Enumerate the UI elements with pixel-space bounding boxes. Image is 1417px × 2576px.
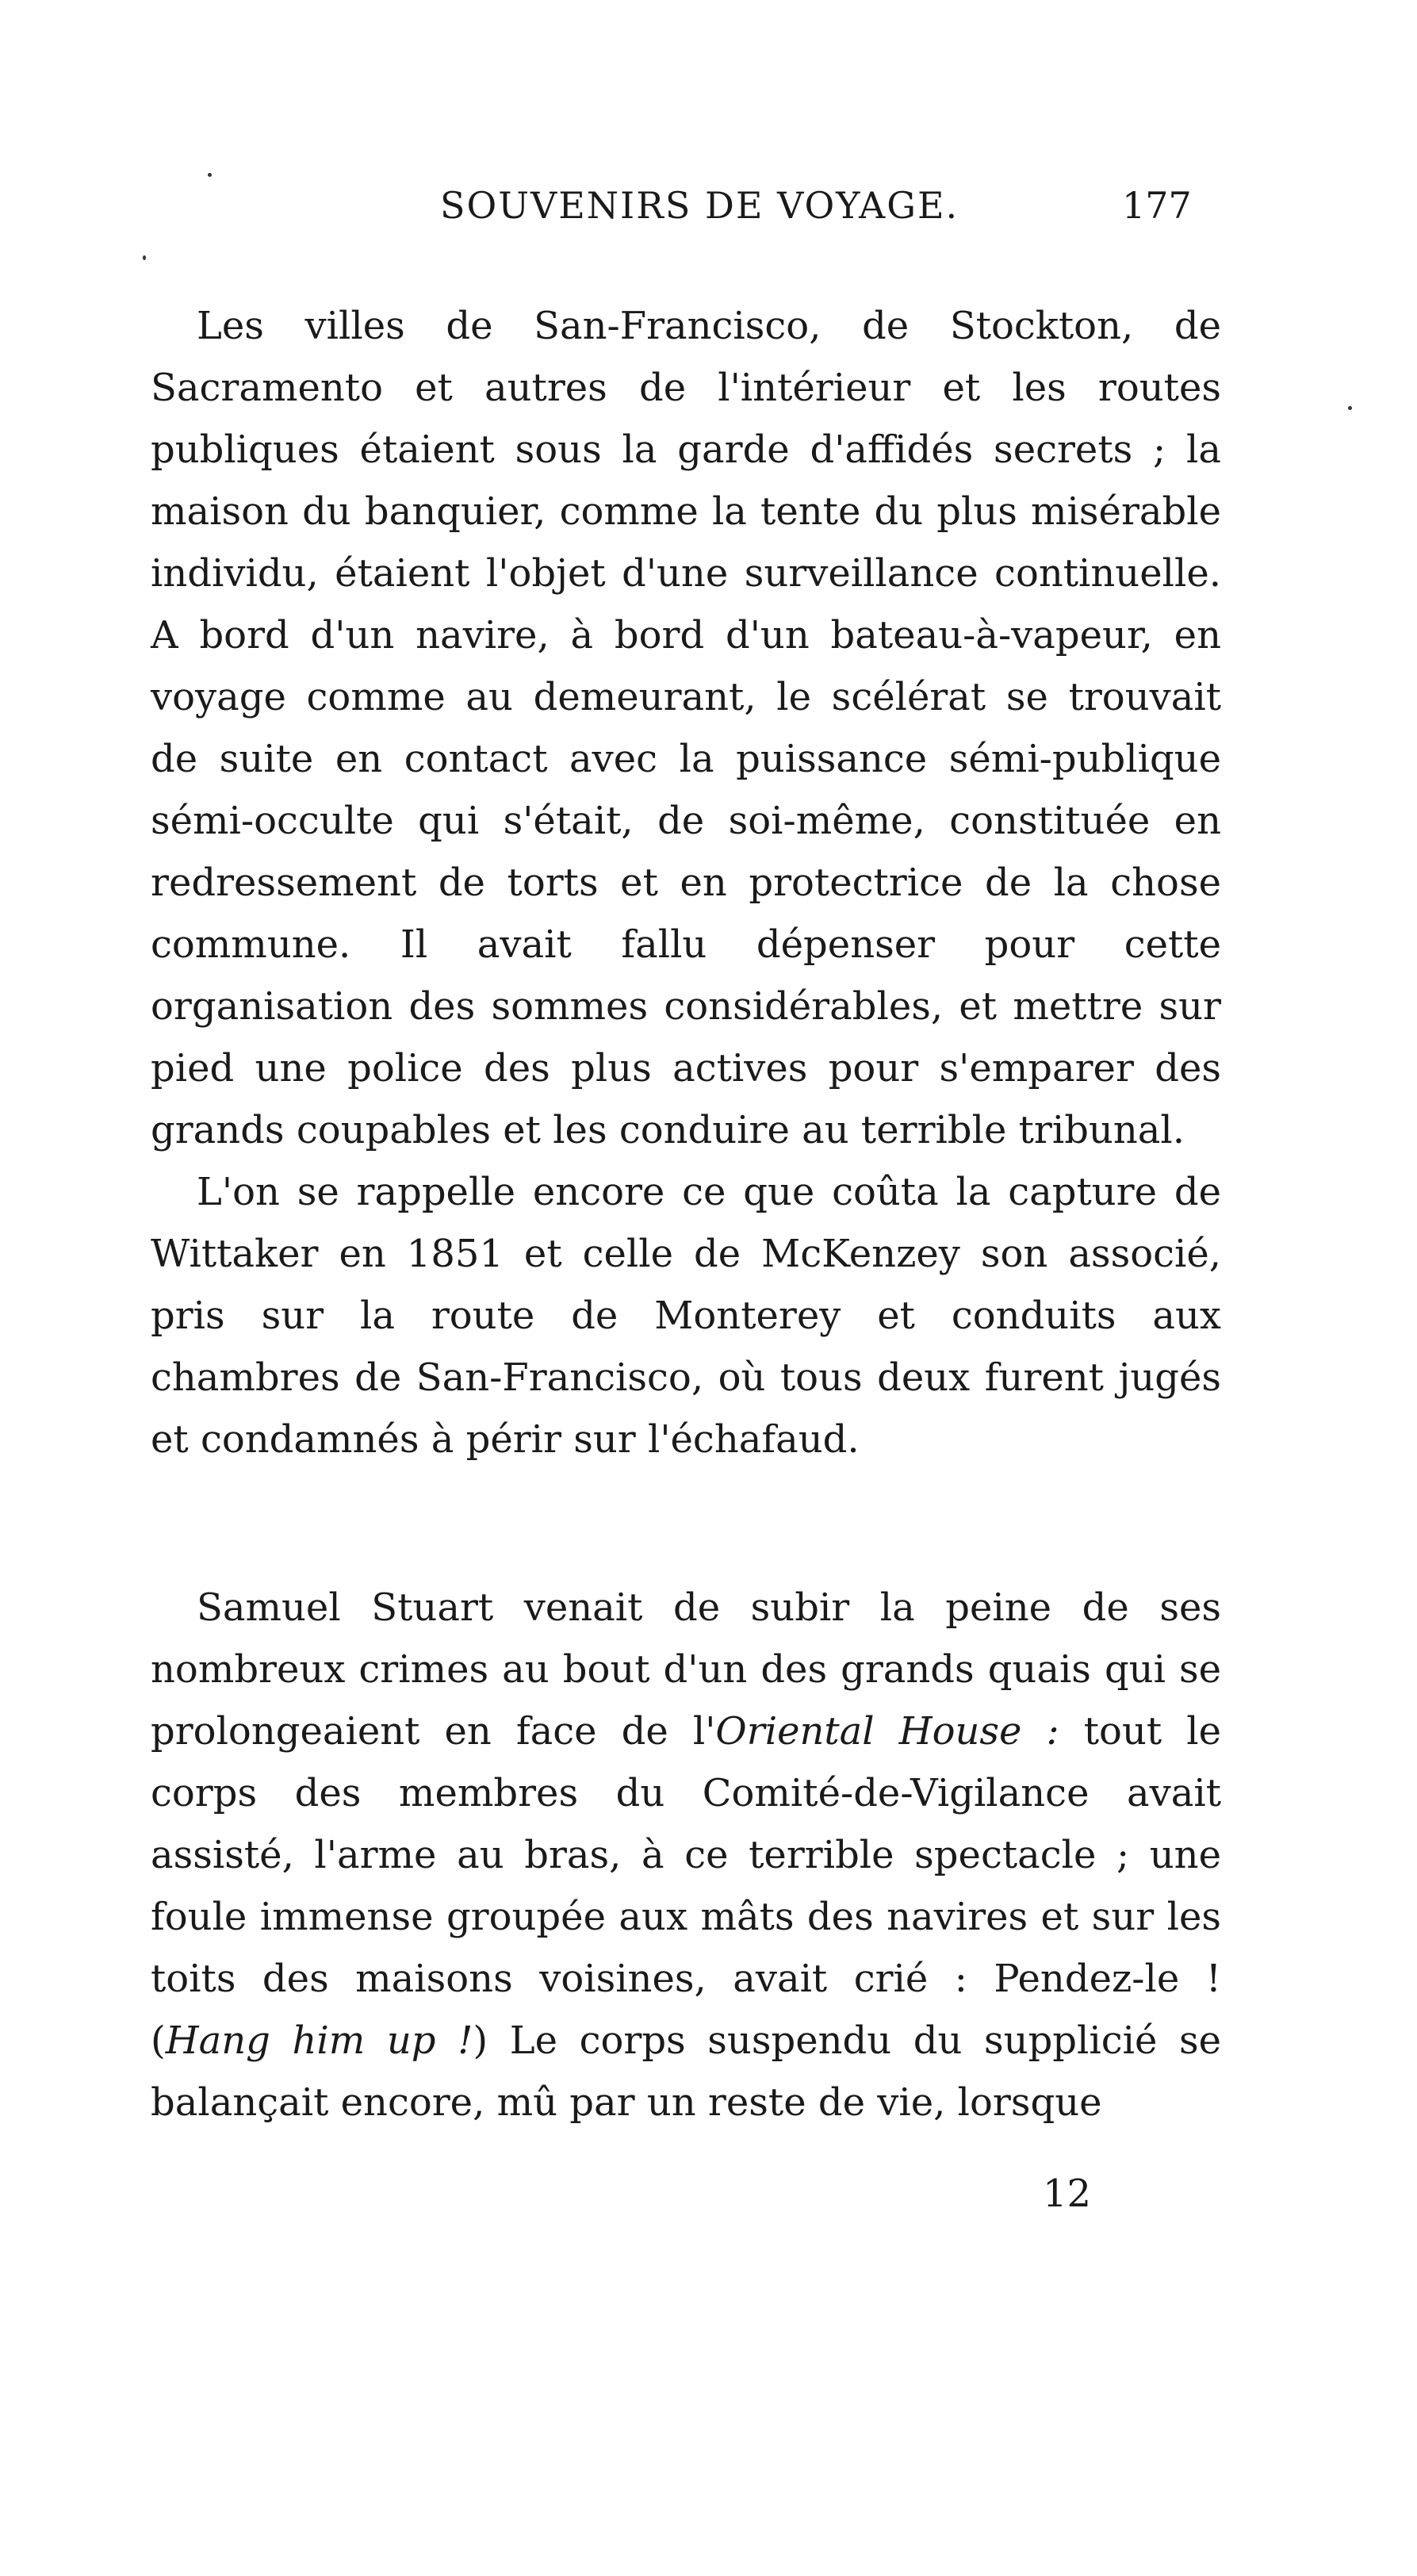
text-run: Samuel Stuart venait de subir la peine de ses nombreux crimes au bout d'un des grands quais qui se prolongeaient en face de l' bbox=[151, 1585, 1221, 1754]
text-run: ) Le corps suspendu du supplicié se balançait encore, mû par un reste de vie, lorsque bbox=[151, 2018, 1222, 2125]
text-run: tout le corps des membres du Comité-de-Vigilance avait assisté, l'arme au bras, à ce terrible spectacle ; une foule immense groupée aux mâts des navires et sur les toits des maisons voisines, avait crié : Pendez-le ! ( bbox=[151, 1709, 1221, 2063]
italic-text: Oriental House : bbox=[715, 1709, 1059, 1754]
ink-speck bbox=[1348, 406, 1352, 410]
italic-text: Hang him up ! bbox=[165, 2018, 473, 2063]
text-block-top bbox=[151, 295, 1221, 1470]
paragraph bbox=[151, 1161, 1221, 1470]
paragraph bbox=[151, 295, 1221, 1161]
paragraph-text: L'on se rappelle encore ce que coûta la capture de Wittaker en 1851 et celle de McKenzey son associé, pris sur la route de Monterey et conduits aux chambres de San-Francisco, où tous deux furent jugés et condamnés à périr sur l'échafaud. bbox=[151, 1170, 1221, 1462]
ink-speck bbox=[143, 255, 146, 260]
running-head bbox=[0, 184, 1417, 247]
page-number: 177 bbox=[1122, 184, 1192, 227]
ink-speck bbox=[208, 173, 212, 177]
paragraph bbox=[151, 1577, 1221, 2133]
paragraph-text bbox=[151, 1577, 1221, 2133]
signature-mark: 12 bbox=[1043, 2172, 1092, 2216]
paragraph-text: Les villes de San-Francisco, de Stockton, de Sacramento et autres de l'intérieur et les routes publiques étaient sous la garde d'affidés secrets ; la maison du banquier, comme la tente du plus misérable individu, étaient l'objet d'une surveillance continuelle. A bord d'un navire, à bord d'un bateau-à-vapeur, en voyage comme au demeurant, le scélérat se trouvait de suite en contact avec la puissance sémi-publique sémi-occulte qui s'était, de soi-même, constituée en redressement de torts et en protectrice de la chose commune. Il avait fallu dépenser pour cette organisation des sommes considérables, et mettre sur pied une police des plus actives pour s'emparer des grands coupables et les conduire au terrible tribunal. bbox=[151, 304, 1221, 1152]
running-title: SOUVENIRS DE VOYAGE. bbox=[440, 184, 959, 227]
text-block-bottom bbox=[151, 1577, 1221, 2133]
